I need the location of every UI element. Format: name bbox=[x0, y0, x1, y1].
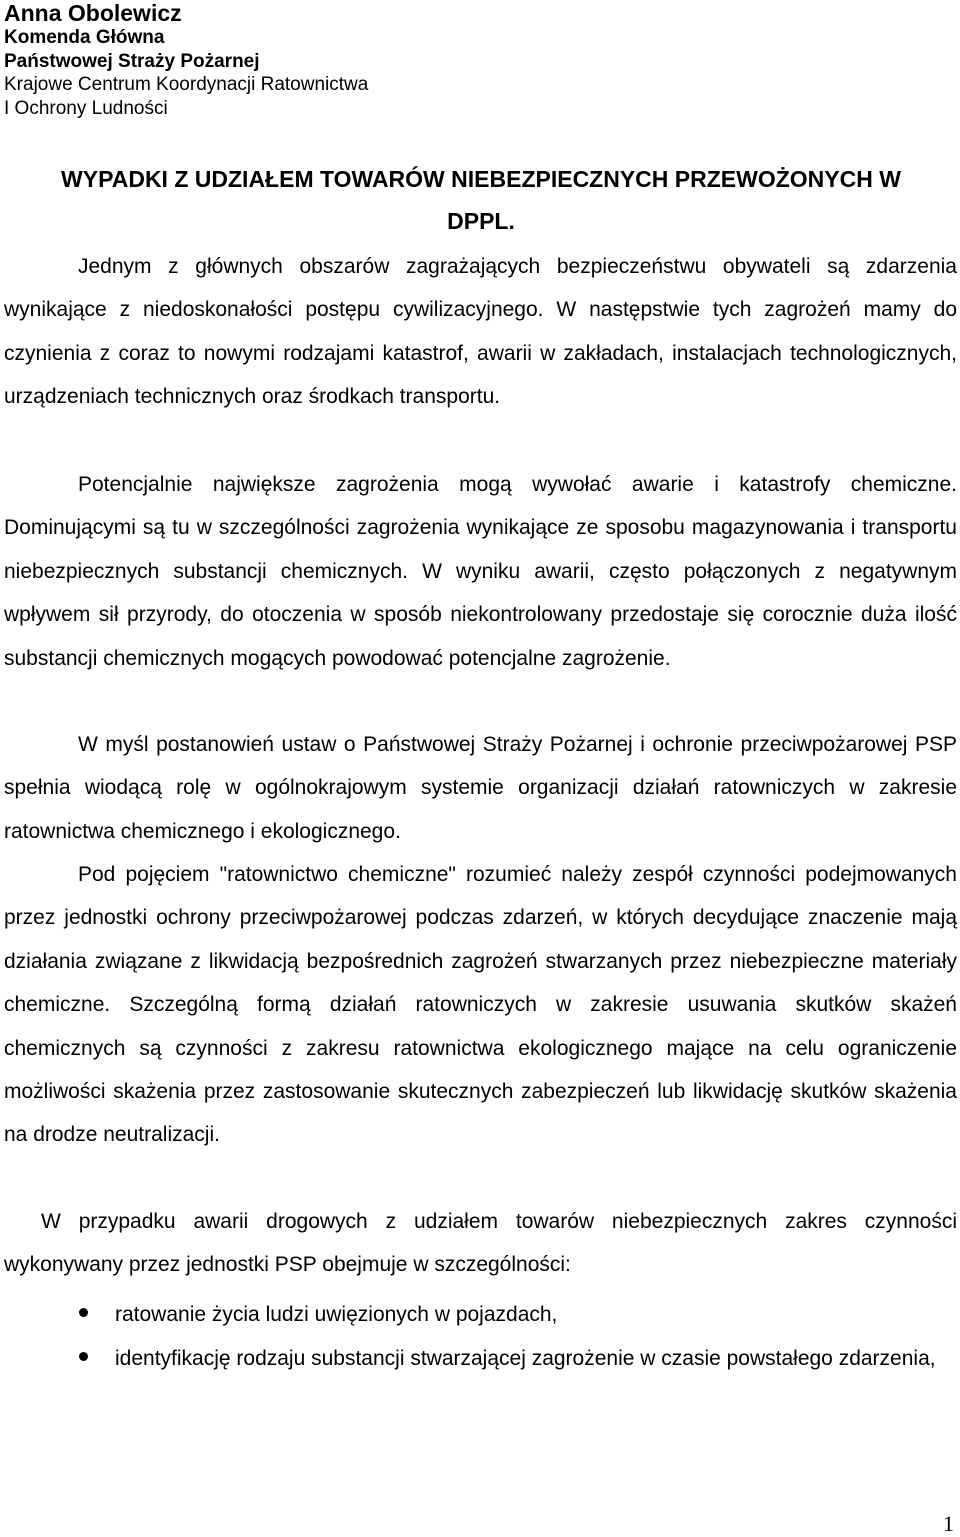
document-title-line-2: DPPL. bbox=[447, 208, 515, 234]
affiliation-line-3: Krajowe Centrum Koordynacji Ratownictwa bbox=[4, 74, 369, 95]
page-number: 1 bbox=[943, 1511, 954, 1536]
affiliation-line-1: Komenda Główna bbox=[4, 27, 165, 48]
affiliation-line-2: Państwowej Straży Pożarnej bbox=[4, 51, 260, 72]
bullet-icon bbox=[79, 1308, 88, 1317]
document-title-line-1: WYPADKI Z UDZIAŁEM TOWARÓW NIEBEZPIECZNYCH PRZEWOŻONYCH W bbox=[61, 166, 901, 192]
paragraph-4: Pod pojęciem "ratownictwo chemiczne" rozumieć należy zespół czynności podejmowanych przez jednostki ochrony przeciwpożarowej podczas zdarzeń, w których decydujące znaczenie mają działania związane z likwidacją bezpośrednich zagrożeń stwarzanych przez niebezpieczne materiały chemiczne. Szczególną formą działań ratowniczych w zakresie usuwania skutków skażeń chemicznych są czynności z zakresu ratownictwa ekologicznego mające na celu ograniczenie możliwości skażenia przez zastosowanie skutecznych zabezpieczeń lub likwidację skutków skażenia na drodze neutralizacji. bbox=[4, 863, 957, 1147]
paragraph-5: W przypadku awarii drogowych z udziałem towarów niebezpiecznych zakres czynności wykonywany przez jednostki PSP obejmuje w szczególności: bbox=[4, 1210, 957, 1277]
list-item-text: identyfikację rodzaju substancji stwarzającej zagrożenie w czasie powstałego zdarzenia, bbox=[115, 1347, 936, 1371]
list-item-text: ratowanie życia ludzi uwięzionych w pojazdach, bbox=[115, 1303, 558, 1326]
author-name: Anna Obolewicz bbox=[4, 0, 182, 26]
paragraph-1: Jednym z głównych obszarów zagrażających bezpieczeństwu obywateli są zdarzenia wynikające z niedoskonałości postępu cywilizacyjnego. W następstwie tych zagrożeń mamy do czynienia z coraz to nowymi rodzajami katastrof, awarii w zakładach, instalacjach technologicznych, urządzeniach technicznych oraz środkach transportu. bbox=[4, 255, 957, 409]
bullet-list bbox=[0, 1293, 960, 1382]
paragraph-2: Potencjalnie największe zagrożenia mogą wywołać awarie i katastrofy chemiczne. Dominującymi są tu w szczególności zagrożenia wynikające ze sposobu magazynowania i transportu niebezpiecznych substancji chemicznych. W wyniku awarii, często połączonych z negatywnym wpływem sił przyrody, do otoczenia w sposób niekontrolowany przedostaje się corocznie duża ilość substancji chemicznych mogących powodować potencjalne zagrożenie. bbox=[4, 473, 957, 670]
bullet-icon bbox=[79, 1352, 88, 1361]
affiliation-line-4: I Ochrony Ludności bbox=[4, 98, 168, 119]
paragraph-3: W myśl postanowień ustaw o Państwowej Straży Pożarnej i ochronie przeciwpożarowej PSP spełnia wiodącą rolę w ogólnokrajowym systemie organizacji działań ratowniczych w zakresie ratownictwa chemicznego i ekologicznego. bbox=[4, 733, 957, 843]
list-item bbox=[0, 1337, 960, 1380]
list-item bbox=[0, 1293, 960, 1336]
